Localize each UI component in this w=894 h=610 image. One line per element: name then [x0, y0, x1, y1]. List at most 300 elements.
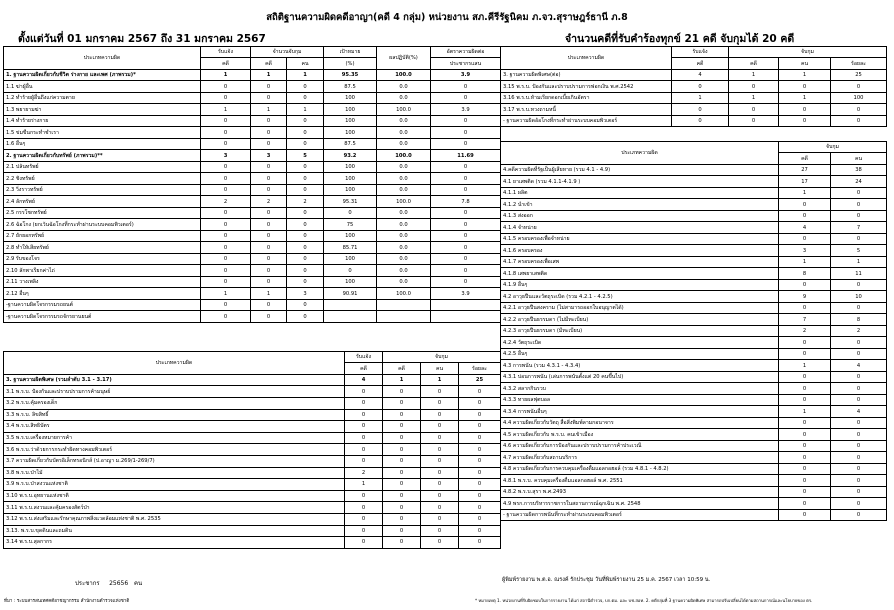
row-label: 4.7 ความผิดเกี่ยวกับสถานบริการ — [501, 452, 779, 464]
cell-value: 0 — [345, 432, 383, 444]
cell-value: 0 — [831, 233, 887, 245]
cell-value: 1 — [251, 69, 287, 81]
table-row — [4, 173, 501, 185]
cell-value: 0 — [251, 92, 287, 104]
row-label: 3.8 พ.ร.บ.ป่าไม้ — [4, 467, 345, 479]
cell-value: 0 — [251, 219, 287, 231]
cell-value: 0 — [251, 184, 287, 196]
cell-value: 3.9 — [431, 104, 501, 116]
cell-value: 0 — [201, 207, 251, 219]
row-label: 4.5 ความผิดเกี่ยวกับ พ.ร.บ. คนเข้าเมือง — [501, 429, 779, 441]
row-label: 1.2 ทำร้ายผู้อื่นถึงแก่ความตาย — [4, 92, 201, 104]
crime-stats-table-group-4 — [500, 141, 887, 521]
header-rate: อัตราความผิดต่อ — [431, 47, 501, 58]
header-pct: ร้อยละ — [459, 363, 501, 374]
cell-value: 1 — [201, 288, 251, 300]
cell-value: 100.0 — [377, 196, 431, 208]
cell-value: 0 — [831, 199, 887, 211]
cell-value: 11 — [831, 268, 887, 280]
table-row — [501, 463, 887, 475]
row-label: 2.4 ลักทรัพย์ — [4, 196, 201, 208]
cell-value: 0 — [287, 115, 324, 127]
table-row — [501, 406, 887, 418]
cell-value: 0 — [251, 115, 287, 127]
row-label: -ฐานความผิดโจรกรรมรถยนต์ — [4, 299, 201, 311]
table-row — [4, 299, 501, 311]
cell-value: 0 — [431, 127, 501, 139]
header-received: รับแจ้ง — [672, 47, 729, 58]
header-person: คน — [831, 153, 887, 164]
cell-value: 0.0 — [377, 253, 431, 265]
cell-value: 0 — [779, 279, 831, 291]
cell-value: 0 — [459, 409, 501, 421]
population-unit: คน — [133, 580, 143, 587]
cell-value: 0 — [201, 127, 251, 139]
cell-value: 0 — [201, 81, 251, 93]
header-pct: (%) — [324, 58, 377, 69]
row-label: 4.1.6 ครอบครอง — [501, 245, 779, 257]
population-value: 25656 — [109, 580, 129, 587]
header-case: คดี — [672, 58, 729, 69]
cell-value: 100 — [324, 173, 377, 185]
table-row — [4, 444, 501, 456]
cell-value — [324, 311, 377, 323]
row-label: 3.15 พ.ร.บ. ป้องกันและปราบปรามการฟอกเงิน พ.ศ.2542 — [501, 81, 672, 93]
cell-value: 4 — [831, 406, 887, 418]
row-label: 1.4 ทำร้ายร่างกาย — [4, 115, 201, 127]
cell-value: 4 — [345, 374, 383, 386]
cell-value: 0 — [383, 513, 421, 525]
cell-value: 0 — [201, 219, 251, 231]
cell-value: 0 — [421, 409, 459, 421]
cell-value: 0 — [779, 210, 831, 222]
row-label: 4.1.2 นำเข้า — [501, 199, 779, 211]
cell-value: 0 — [779, 104, 831, 116]
cell-value: 9 — [779, 291, 831, 303]
cell-value: 0 — [459, 479, 501, 491]
cell-value: 0 — [831, 115, 887, 127]
header-arrested: จำนวนจับกุม — [251, 47, 324, 58]
cell-value: 0 — [831, 81, 887, 93]
table-row — [4, 397, 501, 409]
cell-value: 0 — [672, 104, 729, 116]
cell-value: 3 — [287, 288, 324, 300]
cell-value: 0 — [459, 502, 501, 514]
row-label: 1.1 ฆ่าผู้อื่น — [4, 81, 201, 93]
cell-value: 0 — [383, 502, 421, 514]
table-row — [4, 104, 501, 116]
cell-value: 0 — [201, 299, 251, 311]
cell-value: 1 — [201, 104, 251, 116]
cell-value: 0 — [383, 467, 421, 479]
header-per-pop: ประชากรแสน — [431, 58, 501, 69]
cell-value: 0 — [251, 242, 287, 254]
data-source: ที่มา : ระบบสารสนเทศคดีอาชญากรรม สำนักงานตำรวจแห่งชาติ — [4, 599, 130, 604]
table-row — [4, 490, 501, 502]
cell-value: 7 — [831, 222, 887, 234]
row-label: 4.8.1 พ.ร.บ. ควบคุมเครื่องดื่มแอลกอฮอล์ พ.ศ. 2551 — [501, 475, 779, 487]
cell-value: 1 — [345, 479, 383, 491]
cell-value: 0 — [251, 311, 287, 323]
header-person: คน — [421, 363, 459, 374]
cell-value: 93.2 — [324, 150, 377, 162]
cell-value: 1 — [251, 288, 287, 300]
table-row — [501, 164, 887, 176]
cell-value: 100 — [324, 127, 377, 139]
table-row — [501, 302, 887, 314]
cell-value: 0.0 — [377, 127, 431, 139]
cell-value: 0 — [421, 455, 459, 467]
cell-value: 0 — [201, 311, 251, 323]
cell-value: 0.0 — [377, 242, 431, 254]
cell-value: 0 — [251, 207, 287, 219]
header-case: คดี — [383, 363, 421, 374]
row-label: 2.2 ชิงทรัพย์ — [4, 173, 201, 185]
cell-value: 0 — [459, 386, 501, 398]
cell-value: 1 — [729, 92, 779, 104]
row-label: -ฐานความผิดโจรกรรมรถจักรยานยนต์ — [4, 311, 201, 323]
row-label: 4.1.8 เสพยาเสพติด — [501, 268, 779, 280]
cell-value: 0 — [251, 173, 287, 185]
table-row — [501, 176, 887, 188]
cell-value: 100.0 — [377, 288, 431, 300]
header-person: คน — [287, 58, 324, 69]
table-row — [4, 525, 501, 537]
row-label: 3.7 ความผิดเกี่ยวกับบัตรอิเล็กทรอนิกส์ (ป.อาญา ม.269/1-269/7) — [4, 455, 345, 467]
table-row — [4, 288, 501, 300]
cell-value: 0 — [779, 348, 831, 360]
cell-value: 0 — [251, 299, 287, 311]
cell-value: 0 — [287, 253, 324, 265]
table-row — [4, 184, 501, 196]
cell-value: 0 — [831, 348, 887, 360]
cell-value: 0 — [345, 525, 383, 537]
cell-value: 0 — [287, 265, 324, 277]
population-label: ประชากร — [75, 580, 100, 587]
cell-value: 3 — [779, 245, 831, 257]
header-case: คดี — [201, 58, 251, 69]
cell-value: 0 — [431, 81, 501, 93]
table-row — [4, 537, 501, 549]
cell-value: 0 — [831, 210, 887, 222]
cell-value: 7 — [779, 314, 831, 326]
row-label: 3.3 พ.ร.บ. ลิขสิทธิ์ — [4, 409, 345, 421]
row-label: 2. ฐานความผิดเกี่ยวกับทรัพย์ (ภาพรวม)** — [4, 150, 201, 162]
cell-value: 0 — [345, 513, 383, 525]
cell-value: 0 — [779, 509, 831, 521]
cell-value: 0 — [421, 432, 459, 444]
row-label: 3.12 พ.ร.บ.ส่งเสริมและรักษาคุณภาพสิ่งแวดล้อมแห่งชาติ พ.ศ. 2535 — [4, 513, 345, 525]
row-label: 2.10 ลักพาเรียกค่าไถ่ — [4, 265, 201, 277]
cell-value: 100 — [324, 230, 377, 242]
cell-value: 0 — [779, 115, 831, 127]
row-label: 4.2.4 วัตถุระเบิด — [501, 337, 779, 349]
header-arrested: จับกุม — [383, 352, 501, 363]
cell-value: 1 — [672, 92, 729, 104]
cell-value: 0 — [459, 432, 501, 444]
row-label: 4.1.4 จำหน่าย — [501, 222, 779, 234]
cell-value: 0 — [431, 230, 501, 242]
cell-value: 100 — [324, 253, 377, 265]
cell-value: 0 — [383, 537, 421, 549]
row-label: 3.13. พ.ร.บ.ขุดดินและถมดิน — [4, 525, 345, 537]
cell-value: 0 — [287, 207, 324, 219]
cell-value: 0 — [779, 429, 831, 441]
row-label: 3. ฐานความผิดพิเศษ(ต่อ) — [501, 69, 672, 81]
cell-value: 0 — [431, 115, 501, 127]
row-label: 1.5 ข่มขืนกระทำชำเรา — [4, 127, 201, 139]
cell-value: 3 — [201, 150, 251, 162]
header-case: คดี — [345, 363, 383, 374]
cell-value: 0.0 — [377, 207, 431, 219]
cell-value: 0 — [345, 537, 383, 549]
cell-value: 5 — [287, 150, 324, 162]
cell-value: 0 — [831, 463, 887, 475]
cell-value: 100.0 — [377, 150, 431, 162]
cell-value: 0 — [287, 138, 324, 150]
cell-value: 100 — [324, 276, 377, 288]
cell-value — [377, 311, 431, 323]
table-row — [4, 409, 501, 421]
cell-value: 0 — [201, 92, 251, 104]
row-label: - ฐานความผิดการพนันที่กระทำผ่านระบบคอมพิวเตอร์ — [501, 509, 779, 521]
cell-value: 0 — [831, 509, 887, 521]
cell-value: 0 — [251, 138, 287, 150]
table-row — [4, 242, 501, 254]
cell-value: 0 — [345, 386, 383, 398]
cell-value: 1 — [287, 69, 324, 81]
cell-value: 0 — [831, 371, 887, 383]
cell-value: 0 — [831, 337, 887, 349]
population-row — [75, 578, 142, 588]
date-range: ตั้งแต่วันที่ 01 มกราคม 2567 ถึง 31 มกราคม 2567 — [18, 33, 266, 45]
cell-value: 0 — [251, 276, 287, 288]
table-row — [501, 348, 887, 360]
cell-value: 0 — [287, 219, 324, 231]
cell-value: 4 — [672, 69, 729, 81]
table-row — [501, 92, 887, 104]
cell-value: 1 — [831, 256, 887, 268]
table-row — [501, 383, 887, 395]
cell-value: 0 — [431, 161, 501, 173]
cell-value: 0 — [779, 394, 831, 406]
row-label: 4.1.3 ส่งออก — [501, 210, 779, 222]
row-label: 3.1 พ.ร.บ. ป้องกันและปราบปรามการค้ามนุษย์ — [4, 386, 345, 398]
cell-value: 87.5 — [324, 81, 377, 93]
cell-value: 0 — [421, 386, 459, 398]
cell-value: 0 — [201, 173, 251, 185]
table-row — [4, 502, 501, 514]
cell-value: 100 — [324, 161, 377, 173]
cell-value: 0 — [831, 383, 887, 395]
row-label: 4.1.5 ครอบครองเพื่อจำหน่าย — [501, 233, 779, 245]
cell-value: 0 — [779, 233, 831, 245]
cell-value: 0 — [383, 386, 421, 398]
cell-value: 0 — [251, 127, 287, 139]
row-label: 3.17 พ.ร.บ.ทวงถามหนี้ — [501, 104, 672, 116]
cell-value: 0 — [831, 104, 887, 116]
cell-value: 0 — [201, 230, 251, 242]
table-row — [4, 196, 501, 208]
cell-value: 0 — [779, 475, 831, 487]
row-label: 3.14 พ.ร.บ.สุลกากร — [4, 537, 345, 549]
cell-value: 0 — [251, 253, 287, 265]
table-row — [501, 81, 887, 93]
table-row — [4, 230, 501, 242]
table-row — [501, 360, 887, 372]
cell-value: 0 — [779, 417, 831, 429]
table-row — [4, 127, 501, 139]
cell-value: 0 — [779, 383, 831, 395]
cell-value: 0 — [287, 92, 324, 104]
table-row — [4, 81, 501, 93]
table-row — [501, 233, 887, 245]
table-row — [4, 115, 501, 127]
cell-value: 0 — [459, 537, 501, 549]
row-label: 4.2 อาวุธปืนและวัตถุระเบิด (รวม 4.2.1 - 4.2.5) — [501, 291, 779, 303]
cell-value: 0 — [421, 502, 459, 514]
cell-value: 0 — [431, 242, 501, 254]
cell-value: 0 — [251, 161, 287, 173]
table-row — [501, 291, 887, 303]
cell-value: 87.5 — [324, 138, 377, 150]
row-label: 4.คดีความผิดที่รัฐเป็นผู้เสียหาย (รวม 4.1 - 4.9) — [501, 164, 779, 176]
cell-value: 0 — [383, 409, 421, 421]
cell-value: 0.0 — [377, 173, 431, 185]
cell-value — [377, 299, 431, 311]
row-label: 4.8 ความผิดเกี่ยวกับการควบคุมเครื่องดื่มแอลกอฮอล์ (รวม 4.8.1 - 4.8.2) — [501, 463, 779, 475]
cell-value: 0 — [201, 161, 251, 173]
table-row — [4, 207, 501, 219]
cell-value: 0 — [831, 429, 887, 441]
row-label: 4.1 ยาเสพติด (รวม 4.1.1-4.1.9 ) — [501, 176, 779, 188]
cell-value: 0 — [729, 81, 779, 93]
row-label: 4.3.1 บ่อนการพนัน (เล่นการพนันตั้งแต่ 20 คนขึ้นไป) — [501, 371, 779, 383]
row-label: 3. ฐานความผิดพิเศษ (รวมลำดับ 3.1 - 3.17) — [4, 374, 345, 386]
cell-value: 0 — [831, 279, 887, 291]
cell-value: 0 — [324, 207, 377, 219]
table-row — [501, 475, 887, 487]
cell-value: 0 — [345, 455, 383, 467]
cell-value: 0 — [831, 417, 887, 429]
cell-value: 100.0 — [377, 69, 431, 81]
cell-value: 0 — [287, 299, 324, 311]
cell-value: 11.69 — [431, 150, 501, 162]
cell-value: 0 — [431, 265, 501, 277]
cell-value: 0 — [831, 475, 887, 487]
cell-value: 0 — [383, 525, 421, 537]
cell-value: 0 — [831, 440, 887, 452]
cell-value: 0 — [201, 115, 251, 127]
cell-value: 0 — [779, 371, 831, 383]
row-label: 2.6 ฉ้อโกง (ยกเว้นฉ้อโกงที่กระทำผ่านระบบคอมพิวเตอร์) — [4, 219, 201, 231]
cell-value — [431, 299, 501, 311]
cell-value: 2 — [201, 196, 251, 208]
row-label: 4.1.1 ผลิต — [501, 187, 779, 199]
report-title: สถิติฐานความผิดคดีอาญา(คดี 4 กลุ่ม) หน่วยงาน สภ.คีรีรัฐนิคม ภ.จว.สุราษฎร์ธานี ภ.8 — [266, 12, 628, 23]
cell-value: 8 — [779, 268, 831, 280]
row-label: 4.3.2 สลากกินรวบ — [501, 383, 779, 395]
cell-value: 0 — [345, 444, 383, 456]
table-row — [4, 253, 501, 265]
row-label: 2.7 ยักยอกทรัพย์ — [4, 230, 201, 242]
cell-value: 1 — [779, 256, 831, 268]
cell-value: 100 — [324, 184, 377, 196]
table-row — [501, 429, 887, 441]
crime-stats-table-group-3-cont — [500, 46, 887, 127]
table-row — [4, 467, 501, 479]
cell-value: 0 — [287, 81, 324, 93]
cell-value: 0 — [431, 276, 501, 288]
cell-value: 1 — [779, 187, 831, 199]
cell-value: 0 — [459, 455, 501, 467]
row-label: 3.4 พ.ร.บ.สิทธิบัตร — [4, 421, 345, 433]
cell-value: 0 — [421, 537, 459, 549]
table-row — [501, 452, 887, 464]
table-row — [4, 138, 501, 150]
cell-value: 0 — [431, 219, 501, 231]
table-row — [501, 69, 887, 81]
table-row — [501, 279, 887, 291]
cell-value: 0 — [421, 479, 459, 491]
cell-value: 27 — [779, 164, 831, 176]
cell-value: 95.31 — [324, 196, 377, 208]
cell-value: 0 — [729, 104, 779, 116]
cell-value: 0 — [831, 452, 887, 464]
table-row — [501, 337, 887, 349]
cell-value: 1 — [201, 69, 251, 81]
cell-value: 0 — [383, 421, 421, 433]
cell-value: 0 — [345, 409, 383, 421]
cell-value: 0 — [831, 486, 887, 498]
cell-value: 0 — [345, 502, 383, 514]
cell-value: 0 — [779, 337, 831, 349]
cell-value: 0.0 — [377, 115, 431, 127]
cell-value: 0 — [779, 498, 831, 510]
table-row — [4, 311, 501, 323]
cell-value: 0 — [287, 127, 324, 139]
row-label: 4.6 ความผิดเกี่ยวกับการป้องกันและปราบปรามการค้าประเวณี — [501, 440, 779, 452]
cell-value: 0 — [831, 498, 887, 510]
cell-value: 0 — [459, 513, 501, 525]
table-row — [4, 421, 501, 433]
row-label: 3.16 พ.ร.บ.ห้ามเรียกดอกเบี้ยเกินอัตรา — [501, 92, 672, 104]
cell-value: 3 — [251, 150, 287, 162]
row-label: 4.3.4 การพนันอื่นๆ — [501, 406, 779, 418]
cell-value: 85.71 — [324, 242, 377, 254]
cell-value: 90.91 — [324, 288, 377, 300]
header-pct: ร้อยละ — [831, 58, 887, 69]
header-type: ประเภทความผิด — [501, 142, 779, 165]
cell-value: 7.8 — [431, 196, 501, 208]
cell-value: 3.9 — [431, 69, 501, 81]
cell-value: 0 — [672, 115, 729, 127]
cell-value: 0 — [421, 467, 459, 479]
row-label: 1.3 พยายามฆ่า — [4, 104, 201, 116]
table-row — [4, 150, 501, 162]
cell-value: 0 — [831, 394, 887, 406]
cell-value: 0 — [779, 440, 831, 452]
row-label: 4.2.3 อาวุธปืนธรรมดา (มีทะเบียน) — [501, 325, 779, 337]
cell-value: 0 — [431, 184, 501, 196]
cell-value: 1 — [779, 406, 831, 418]
header-case: คดี — [779, 153, 831, 164]
cell-value: 0 — [459, 525, 501, 537]
cell-value: 17 — [779, 176, 831, 188]
cell-value: 0 — [383, 444, 421, 456]
header-person: คน — [779, 58, 831, 69]
cell-value: 0.0 — [377, 92, 431, 104]
